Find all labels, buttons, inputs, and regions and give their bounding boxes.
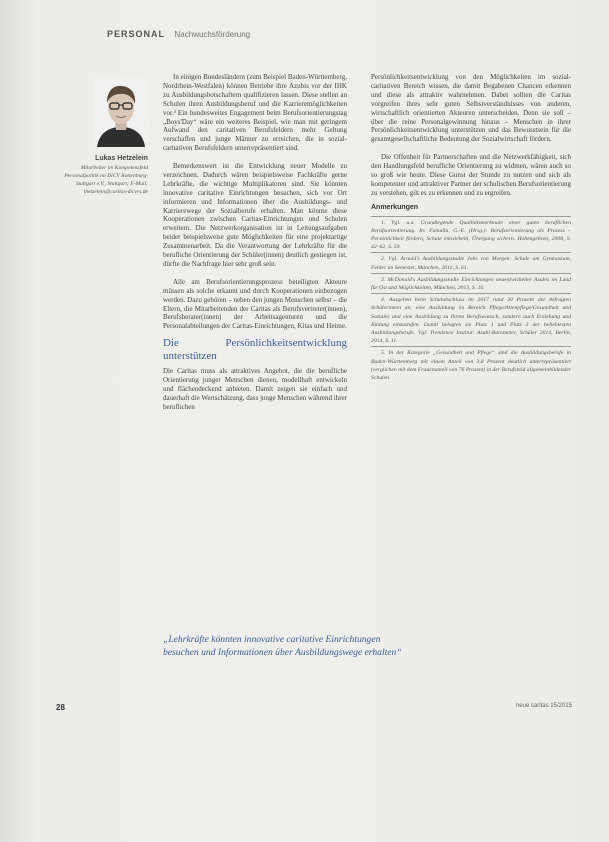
divider bbox=[371, 293, 571, 294]
paragraph: In einigen Bundesländern (zum Beispiel Baden-Württemberg, Nordrhein-Westfalen) können Betriebe ihre Azubis vor der IHK zu Ausbildungsbotschaftern qualifizieren lassen. Diese stellen an Schulen ihren Ausbildungsberuf und die Karrieremöglichkeiten vor.³ Ein bundesweites Engagement beim Berufsorientierungstag „Boys'Day“ wäre ein weiteres Beispiel, wie man mit geringem Aufwand den caritativen Berufsfeldern mehr Geltung verschaffen und junge Männer zu erreichen, die in sozial-caritativen Berufsfeldern unterrepräsentiert sind. bbox=[163, 73, 347, 153]
page-number: 28 bbox=[56, 703, 65, 712]
page-header bbox=[107, 29, 250, 39]
text-column-right bbox=[371, 73, 571, 382]
author-description: Mitarbeiter im Kompetenzfeld Personalpolitik im DiCV Rottenburg-Stuttgart e.V., Stuttgart; E-Mail: lhetzelein@caritas-dicvrs.de bbox=[64, 165, 148, 196]
footer-issue: neue caritas 15/2015 bbox=[515, 703, 572, 709]
section-heading: Die Persönlichkeitsentwicklung unterstützen bbox=[163, 337, 347, 362]
section-subtitle: Nachwuchsförderung bbox=[174, 30, 251, 39]
paragraph: Persönlichkeitsentwicklung von den Möglichkeiten im sozial-caritativen Bereich wissen, die damit Begabenen Chancen erkennen und diese als attraktiv wahrnehmen. Dabei sollten die Caritas vorgreifen ihres sehr guten Selbstverständnisses von anderen, wirtschaftlich orientierten Akteuren unterscheiden. Denn sie soll – über die reine Personalgewinnung hinaus – Menschen in ihrer Persönlichkeitsentwicklung unterstützen und das Bewusstsein für die gesamtgesellschaftliche Bedeutung der Sozialwirtschaft fördern. bbox=[371, 73, 571, 144]
text-column-left bbox=[163, 73, 347, 412]
footnote: 3. McDonald's Ausbildungsstudie Einrichtungen neuentwickelter Azubis im Land für Ost und Möglichkeiten, München, 2013, S. 16. bbox=[371, 276, 571, 291]
footnote: 2. Vgl. Arnold's Ausbildungsstudie Jobs von Morgen: Schule am Gymnasium, Fehler im Semester, München, 2011, S. 61. bbox=[371, 256, 571, 271]
paragraph: Die Offenheit für Partnerschaften und die Netzwerkfähigkeit, sich den Handlungsfeld berufliche Orientierung zu widmen, wären auch so so groß wie heute. Diese Gunst der Stunde zu nutzen und sich als kompetenter und attraktiver Partner der schulischen Berufsorientierung zu verstehen, gilt es zu erkennen und zu ergreifen. bbox=[371, 153, 571, 197]
paragraph: Bemerkenswert ist die Entwicklung neuer Modelle zu verzeichnen. Dadurch wären beispielsweise Fachkräfte gerne Lehrkräfte, die wichtige Multiplikatoren sind. Sie könnten innovative caritative Einrichtungen besuchen, sich vor Ort informieren und Informationen über die Ausbildungs- und Karrierewege der Sozialberufe erhalten. Man könnte diese Kooperationen zwischen Caritas-Einrichtungen und Schulen erweitern. Die Netzwerkorganisation ist in Leitungsaufgaben beider beispielsweise gute Möglichkeiten für eine projektartige Zusammenarbeit. Da die Verantwortung der Lehrkräfte für die berufliche Orientierung der Schüler(innen) deutlich gestiegen ist, dürfte die Nachfrage hier sehr groß sein. bbox=[163, 162, 347, 269]
divider bbox=[371, 346, 571, 347]
paragraph: Alle am Berufsorientierungsprozess beteiligten Akteure müssen als solche erkannt und durch Kooperationen einbezogen werden. Dazu gehören – neben den jungen Menschen selbst – die Eltern, die Mitarbeitenden der Caritas als Berufsvertreter(innen), Berufsberater(innen) der Arbeitsagenturen und die Personalabteilungen der Caritas-Einrichtungen, Kitas und Heime. bbox=[163, 277, 347, 331]
footnote: 4. Ausgeben beim Schulabschluss im 2017 rund 30 Prozent der befragten Schülerinnen an, eine Ausbildung im Bereich Pflege/Altenpflege/Gesundheit und Soziales und eine Ausbildung zu Ihrem Berufswunsch, sondern auch Erziehung und Bildung einzustufen. Damit belegten sie Platz 1 und Platz 3 der beliebtesten Ausbildungsberufe. Vgl. Trendence Institut: Azubi-Barometer, Schüler 2014, Berlin, 2014, S. 11. bbox=[371, 297, 571, 345]
divider bbox=[371, 273, 571, 274]
author-name: Lukas Hetzelein bbox=[95, 155, 148, 162]
paragraph: Die Caritas muss als attraktives Angebot, die die berufliche Orientierung junger Menschen dienen, modellhaft entwickeln und flächendeckend anbieten. Damit zeigen sie einfach und dauerhaft die Wertschätzung, dass junge Menschen während ihrer beruflichen bbox=[163, 367, 347, 411]
author-photo bbox=[93, 77, 149, 147]
divider bbox=[371, 216, 571, 217]
notes-heading: Anmerkungen bbox=[371, 203, 419, 211]
pull-quote: „Lehrkräfte könnten innovative caritative Einrichtungen besuchen und Informationen über Ausbildungswege erhalten“ bbox=[163, 634, 402, 658]
divider bbox=[371, 252, 571, 253]
footnote: 5. In der Kategorie „Gesundheit und Pflege“ sind die Ausbildungsberufe in Baden-Württemberg mit einem Anteil von 3,8 Prozent deutlich unterrepräsentiert (verglichen mit dem Frauenanteil von 76 Prozent) in der Berufsbild allgemeinbildender Schulen. bbox=[371, 350, 571, 382]
footnote: 1. Vgl. u.a. Grundlegende Qualitätsmerkmale einer guten beruflichen Berufsorientierung. In: Famulla, G.-E. (Hrsg.): Berufsorientierung als Prozess – Persönlichkeit fördern, Schule entwickeln, Übergang sichern. Hohengehren, 2008, S. 42–62, S. 50. bbox=[371, 219, 571, 251]
section-label: PERSONAL bbox=[107, 29, 166, 39]
author-portrait-icon bbox=[93, 77, 149, 147]
